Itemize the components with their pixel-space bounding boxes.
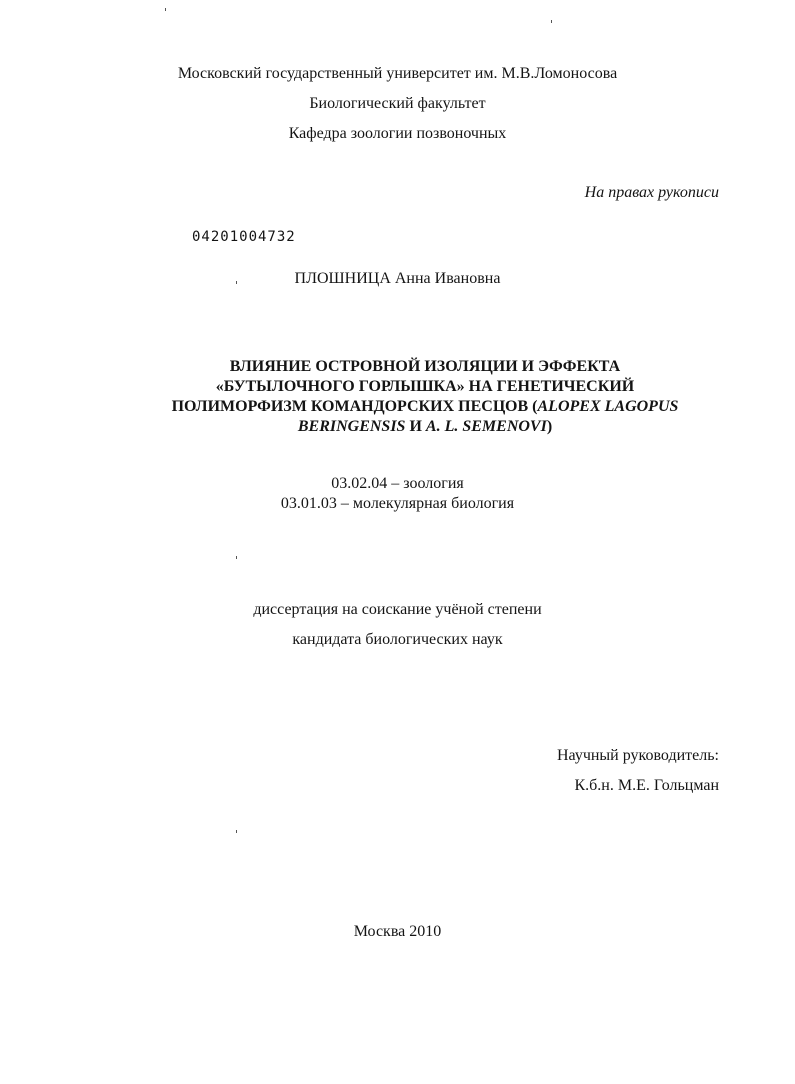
scan-speck: [236, 830, 237, 833]
title-line-4: [130, 417, 720, 437]
degree-line-2: кандидата биологических наук: [292, 631, 503, 648]
supervisor-name: К.б.н. М.Е. Гольцман: [574, 777, 719, 794]
title-line-3-prefix: ПОЛИМОРФИЗМ КОМАНДОРСКИХ ПЕСЦОВ (: [171, 398, 538, 415]
title-close-paren: ): [546, 418, 553, 435]
city-year: Москва 2010: [353, 923, 442, 940]
degree-line-1: диссертация на соискание учёной степени: [253, 601, 542, 618]
title-species-subspecies-b: A. L. SEMENOVI: [425, 418, 547, 435]
title-species-subspecies-a: BERINGENSIS: [297, 418, 406, 435]
catalog-number: 04201004732: [192, 229, 296, 245]
scan-speck: [236, 556, 237, 559]
title-line-2: «БУТЫЛОЧНОГО ГОРЛЫШКА» НА ГЕНЕТИЧЕСКИЙ: [215, 378, 635, 395]
scan-speck: [165, 8, 166, 11]
title-conjunction: И: [405, 418, 426, 435]
title-line-1: ВЛИЯНИЕ ОСТРОВНОЙ ИЗОЛЯЦИИ И ЭФФЕКТА: [229, 358, 621, 375]
title-species-genus: ALOPEX LAGOPUS: [537, 398, 679, 415]
manuscript-note: На правах рукописи: [584, 184, 719, 201]
faculty-name: Биологический факультет: [309, 95, 486, 112]
author-name: ПЛОШНИЦА Анна Ивановна: [294, 270, 501, 287]
scan-speck: [551, 20, 552, 23]
supervisor-label: Научный руководитель:: [556, 747, 719, 764]
title-line-3: [130, 397, 720, 417]
department-name: Кафедра зоологии позвоночных: [288, 125, 507, 142]
university-name: Московский государственный университет им. М.В.Ломоносова: [177, 65, 618, 82]
specialty-molecular-biology: 03.01.03 – молекулярная биология: [280, 495, 515, 512]
specialty-zoology: 03.02.04 – зоология: [331, 475, 464, 492]
